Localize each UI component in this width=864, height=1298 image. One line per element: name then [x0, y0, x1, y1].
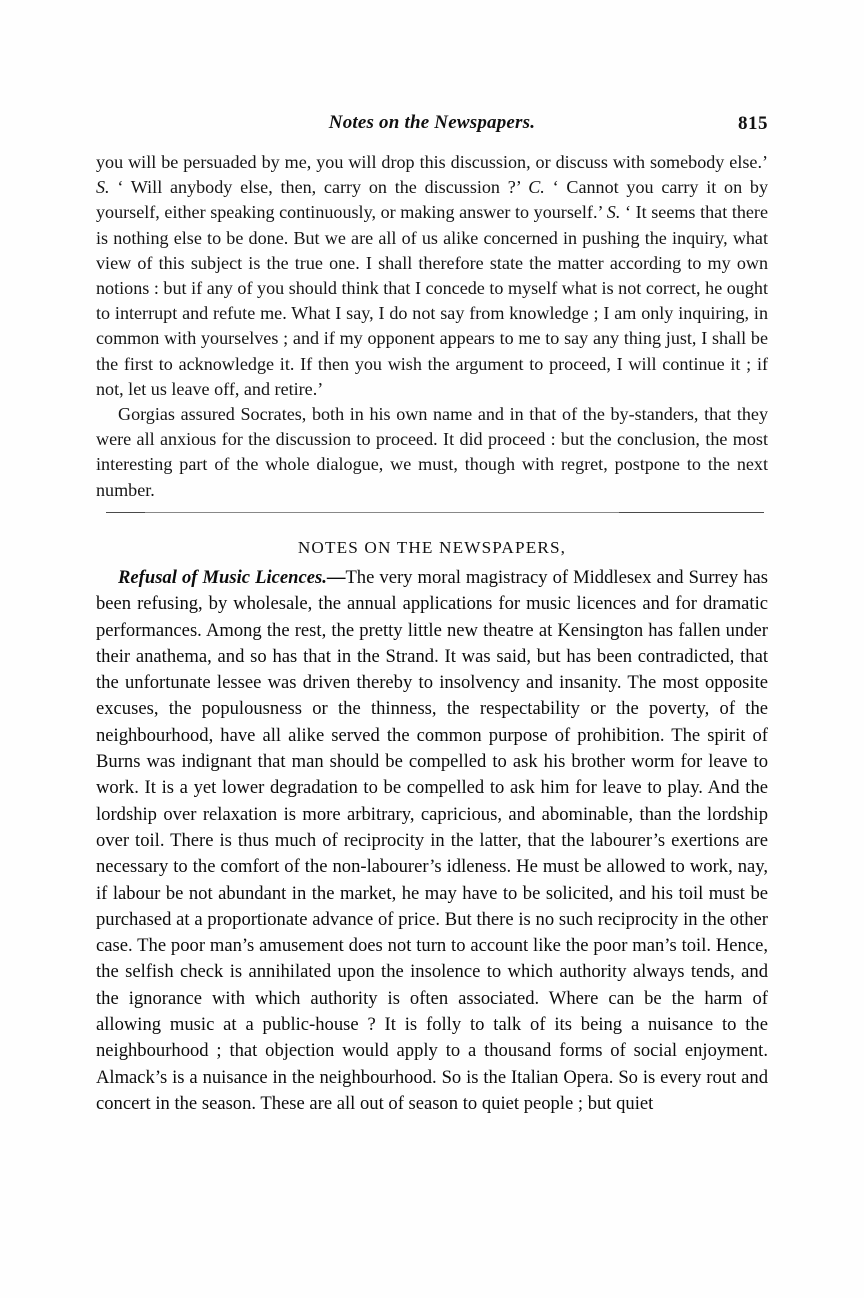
dialogue-lead-text: you will be persuaded by me, you will drop this discussion, or discuss with somebody else.’ — [96, 152, 768, 172]
section-heading: NOTES ON THE NEWSPAPERS, — [297, 538, 567, 557]
dialogue-text-part4: ‘ It seems that there is nothing else to be done. But we are all of us alike concerned in pushing the inquiry, what view of this subject is the true one. I shall therefore state the matter according to my own notions : but if any of you should think that I concede to myself what is not correct, he ought to interrupt and refute me. What I say, I do not say from knowledge ; I am only inquiring, in common with yourselves ; and if my opponent appears to me to say any thing just, I shall be the first to acknowledge it. If then you wish the argument to proceed, I will continue it ; if not, let us leave off, and retire.’ — [96, 202, 768, 399]
speaker-label-s: S. — [96, 177, 110, 198]
paragraph-dialogue-continuation — [96, 150, 768, 402]
dialogue-text-part2: ‘ Will anybody else, then, carry on the discussion ?’ — [109, 177, 529, 198]
article-body-text: The very moral magistracy of Middlesex and Surrey has been refusing, by wholesale, the annual applications for music licences and for dramatic performances. Among the rest, the pretty little new theatre at Kensington has fallen under their anathema, and so has that in the Strand. It was said, but has been contradicted, that the unfortunate lessee was driven thereby to insolvency and insanity. The most opposite excuses, the populousness or the thinness, the respectability or the poverty, of the neighbourhood, have all alike served the common purpose of prohibition. The spirit of Burns was indignant that man should be compelled to ask his brother worm for leave to work. It is a yet lower degradation to be compelled to ask him for leave to play. And the lordship over relaxation is more arbitrary, capricious, and abominable, than the lordship over toil. There is thus much of reciprocity in the latter, that the labourer’s exertions are necessary to the comfort of the non-labourer’s idleness. He must be allowed to work, nay, if labour be not abundant in the market, he may have to be solicited, and his toil must be purchased at a proportionate advance of price. But there is no such reciprocity in the other case. The poor man’s amusement does not turn to account like the poor man’s toil. Hence, the selfish check is annihilated upon the insolence to which authority always tends, and the ignorance with which authority is often associated. Where can be the harm of allowing music at a public-house ? It is folly to talk of its being a nuisance to the neighbourhood ; that objection would apply to a thousand forms of social enjoyment. Almack’s is a nuisance in the neighbourhood. So is the Italian Opera. So is every rout and concert in the season. These are all out of season to quiet people ; but quiet — [96, 567, 768, 1114]
speaker-label-c: C. — [528, 177, 545, 198]
paragraph-refusal-of-music-licences — [96, 565, 768, 1117]
dialogue-text-block — [96, 150, 768, 503]
section-divider — [96, 508, 768, 518]
article-run-in-title: Refusal of Music Licences. — [118, 567, 327, 588]
divider-rule-line — [106, 512, 764, 513]
em-dash: — — [326, 567, 346, 588]
speaker-label-s-second: S. — [606, 202, 621, 223]
dialogue-text-part3: ‘ Cannot you carry it on by yourself, either speaking continuously, or making answer to yourself.’ — [96, 177, 769, 223]
newspapers-article-block — [96, 565, 768, 1117]
page-number: 815 — [738, 113, 768, 134]
paragraph-gorgias: Gorgias assured Socrates, both in his own name and in that of the by-standers, that they were all anxious for the discussion to proceed. It did proceed : but the conclusion, the most interesting part of the whole dialogue, we must, though with regret, postpone to the next number. — [96, 404, 768, 500]
running-head — [96, 112, 768, 140]
running-head-title: Notes on the Newspapers. — [328, 112, 536, 133]
